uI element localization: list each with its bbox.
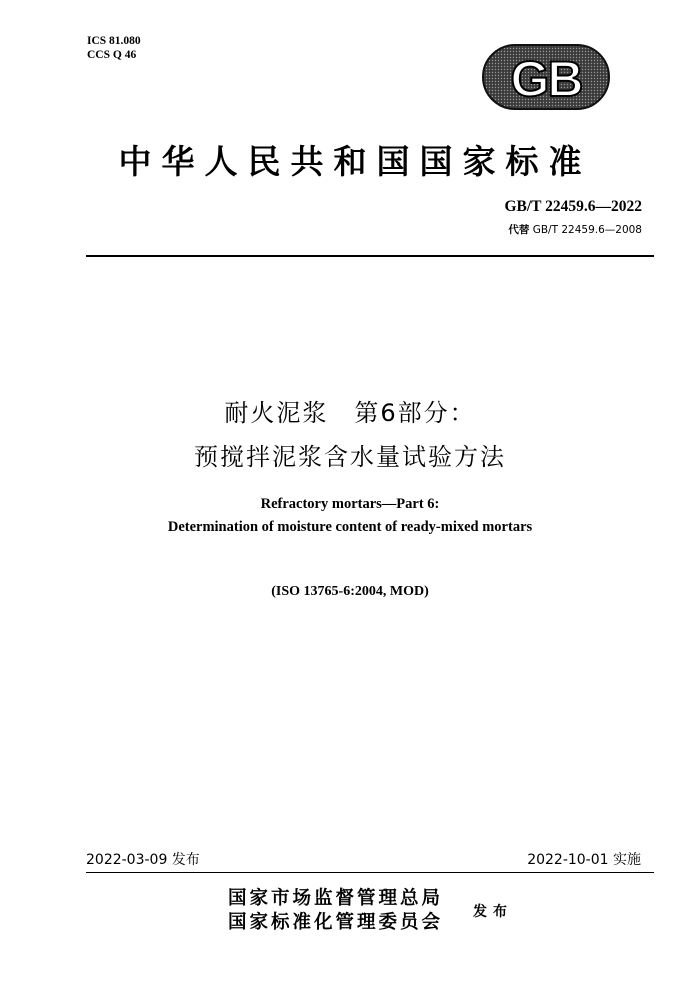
issue-date: 2022-03-09 发布 xyxy=(86,852,200,868)
title-zh-line2: 预搅拌泥浆含水量试验方法 xyxy=(194,443,506,471)
implementation-date: 2022-10-01 实施 xyxy=(527,852,641,868)
header-divider xyxy=(86,255,654,257)
ccs-code: CCS Q 46 xyxy=(87,49,137,61)
replaces-number: GB/T 22459.6—2008 xyxy=(532,224,642,236)
title-zh-line1: 耐火泥浆 第6部分： xyxy=(224,399,476,427)
organization-title: 中华人民共和国国家标准 xyxy=(118,142,592,181)
gb-logo-text: GB xyxy=(510,51,582,107)
ics-code: ICS 81.080 xyxy=(87,35,141,47)
replaces-label: 代替 xyxy=(508,224,530,236)
footer-divider xyxy=(86,872,654,873)
title-en-line1: Refractory mortars—Part 6: xyxy=(260,496,440,512)
gb-logo-icon xyxy=(482,44,610,110)
publish-label: 发布 xyxy=(473,904,513,920)
issuer-sac: 国家标准化管理委员会 xyxy=(228,912,444,933)
issuer-samr: 国家市场监督管理总局 xyxy=(228,888,444,909)
iso-reference: (ISO 13765-6:2004, MOD) xyxy=(271,584,429,599)
standard-number: GB/T 22459.6—2022 xyxy=(504,198,642,215)
replaces-note xyxy=(508,222,642,237)
issuing-authorities xyxy=(228,887,443,935)
classification-codes xyxy=(87,34,141,62)
title-en-line2: Determination of moisture content of ready-mixed mortars xyxy=(167,519,533,535)
